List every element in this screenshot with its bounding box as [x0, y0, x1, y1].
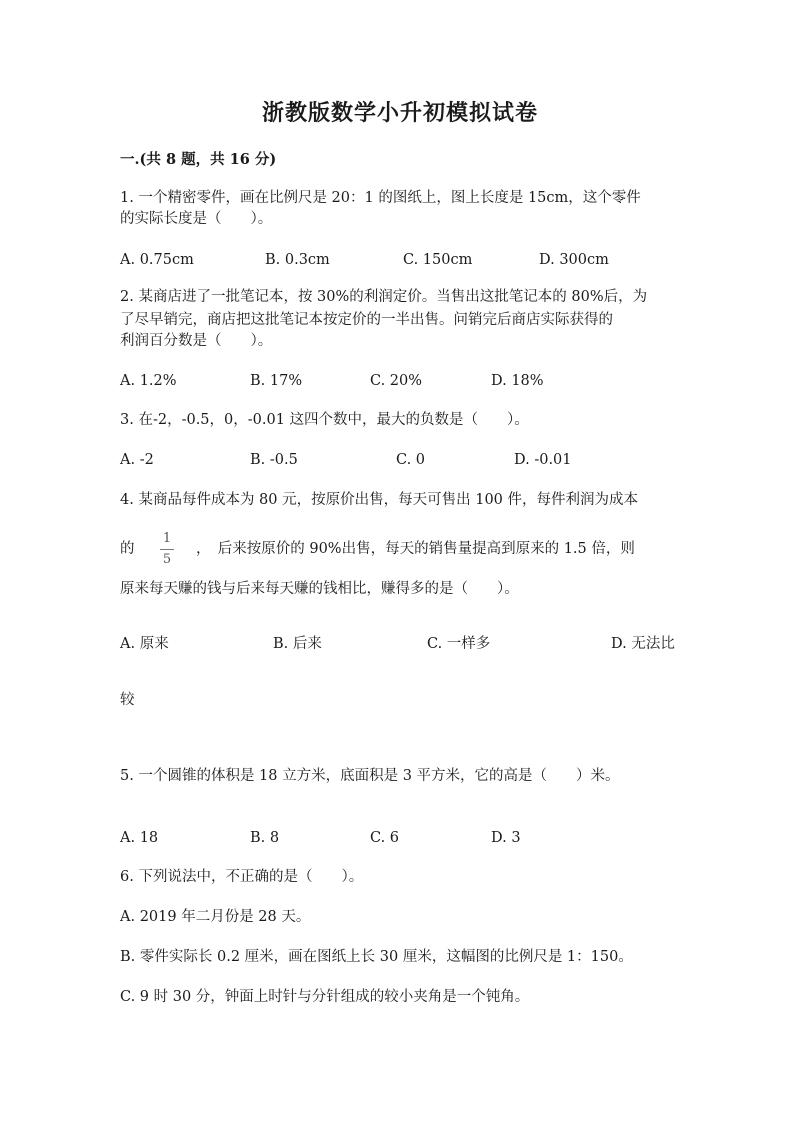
question-5-option-a: A. 18	[120, 830, 159, 846]
fraction-numerator: 1	[162, 531, 172, 546]
question-4-text-cont-2: 原来每天赚的钱与后来每天赚的钱相比，赚得多的是（ ）。	[120, 581, 519, 597]
question-2-text: 2. 某商店进了一批笔记本，按 30%的利润定价。当售出这批笔记本的 80%后，为	[120, 289, 648, 305]
question-4-text-prefix: 的	[120, 541, 135, 557]
question-6-text: 6. 下列说法中，不正确的是（ ）。	[120, 869, 364, 885]
question-4-option-a: A. 原来	[120, 636, 169, 652]
question-6-option-c: C. 9 时 30 分，钟面上时针与分针组成的较小夹角是一个钝角。	[120, 989, 530, 1005]
question-2-text-cont: 了尽早销完，商店把这批笔记本按定价的一半出售。问销完后商店实际获得的	[120, 312, 613, 328]
question-4-text: 4. 某商品每件成本为 80 元，按原价出售，每天可售出 100 件，每件利润为成本	[120, 492, 639, 508]
question-2-option-b: B. 17%	[250, 373, 303, 389]
question-5-option-c: C. 6	[370, 830, 400, 846]
question-5-option-d: D. 3	[491, 830, 521, 846]
question-4-text-cont: ， 后来按原价的 90%出售，每天的销售量提高到原来的 1.5 倍，则	[196, 541, 635, 557]
question-3-option-d: D. -0.01	[514, 452, 572, 468]
question-1-option-a: A. 0.75cm	[120, 252, 194, 268]
question-1-option-b: B. 0.3cm	[265, 252, 330, 268]
question-3-option-a: A. -2	[120, 452, 154, 468]
question-4-option-b: B. 后来	[273, 636, 322, 652]
question-1-text-cont: 的实际长度是（ ）。	[120, 211, 273, 227]
question-3-option-b: B. -0.5	[250, 452, 298, 468]
question-2-option-c: C. 20%	[370, 373, 423, 389]
question-5-option-b: B. 8	[250, 830, 280, 846]
question-1-option-d: D. 300cm	[539, 252, 609, 268]
section-heading: 一.(共 8 题，共 16 分)	[120, 151, 277, 168]
question-5-text: 5. 一个圆锥的体积是 18 立方米，底面积是 3 平方米，它的高是（ ）米。	[120, 768, 620, 784]
question-2-option-d: D. 18%	[491, 373, 544, 389]
question-4-option-d: D. 无法比	[611, 636, 675, 652]
question-1-option-c: C. 150cm	[403, 252, 473, 268]
question-6-option-b: B. 零件实际长 0.2 厘米，画在图纸上长 30 厘米，这幅图的比例尺是 1：150。	[120, 949, 633, 965]
fraction-denominator: 5	[162, 552, 172, 567]
question-1-text: 1. 一个精密零件，画在比例尺是 20：1 的图纸上，图上长度是 15cm，这个零件	[120, 190, 641, 206]
question-4-option-d-wrap: 较	[120, 692, 135, 708]
question-3-option-c: C. 0	[396, 452, 426, 468]
question-4-option-c: C. 一样多	[427, 636, 491, 652]
fraction-one-fifth	[159, 531, 175, 568]
fraction-bar	[160, 549, 174, 550]
question-2-option-a: A. 1.2%	[120, 373, 177, 389]
question-2-text-cont-2: 利润百分数是（ ）。	[120, 333, 273, 349]
question-3-text: 3. 在-2，-0.5，0，-0.01 这四个数中，最大的负数是（ ）。	[120, 412, 529, 428]
page-title: 浙教版数学小升初模拟试卷	[261, 100, 538, 126]
question-6-option-a: A. 2019 年二月份是 28 天。	[120, 909, 311, 925]
